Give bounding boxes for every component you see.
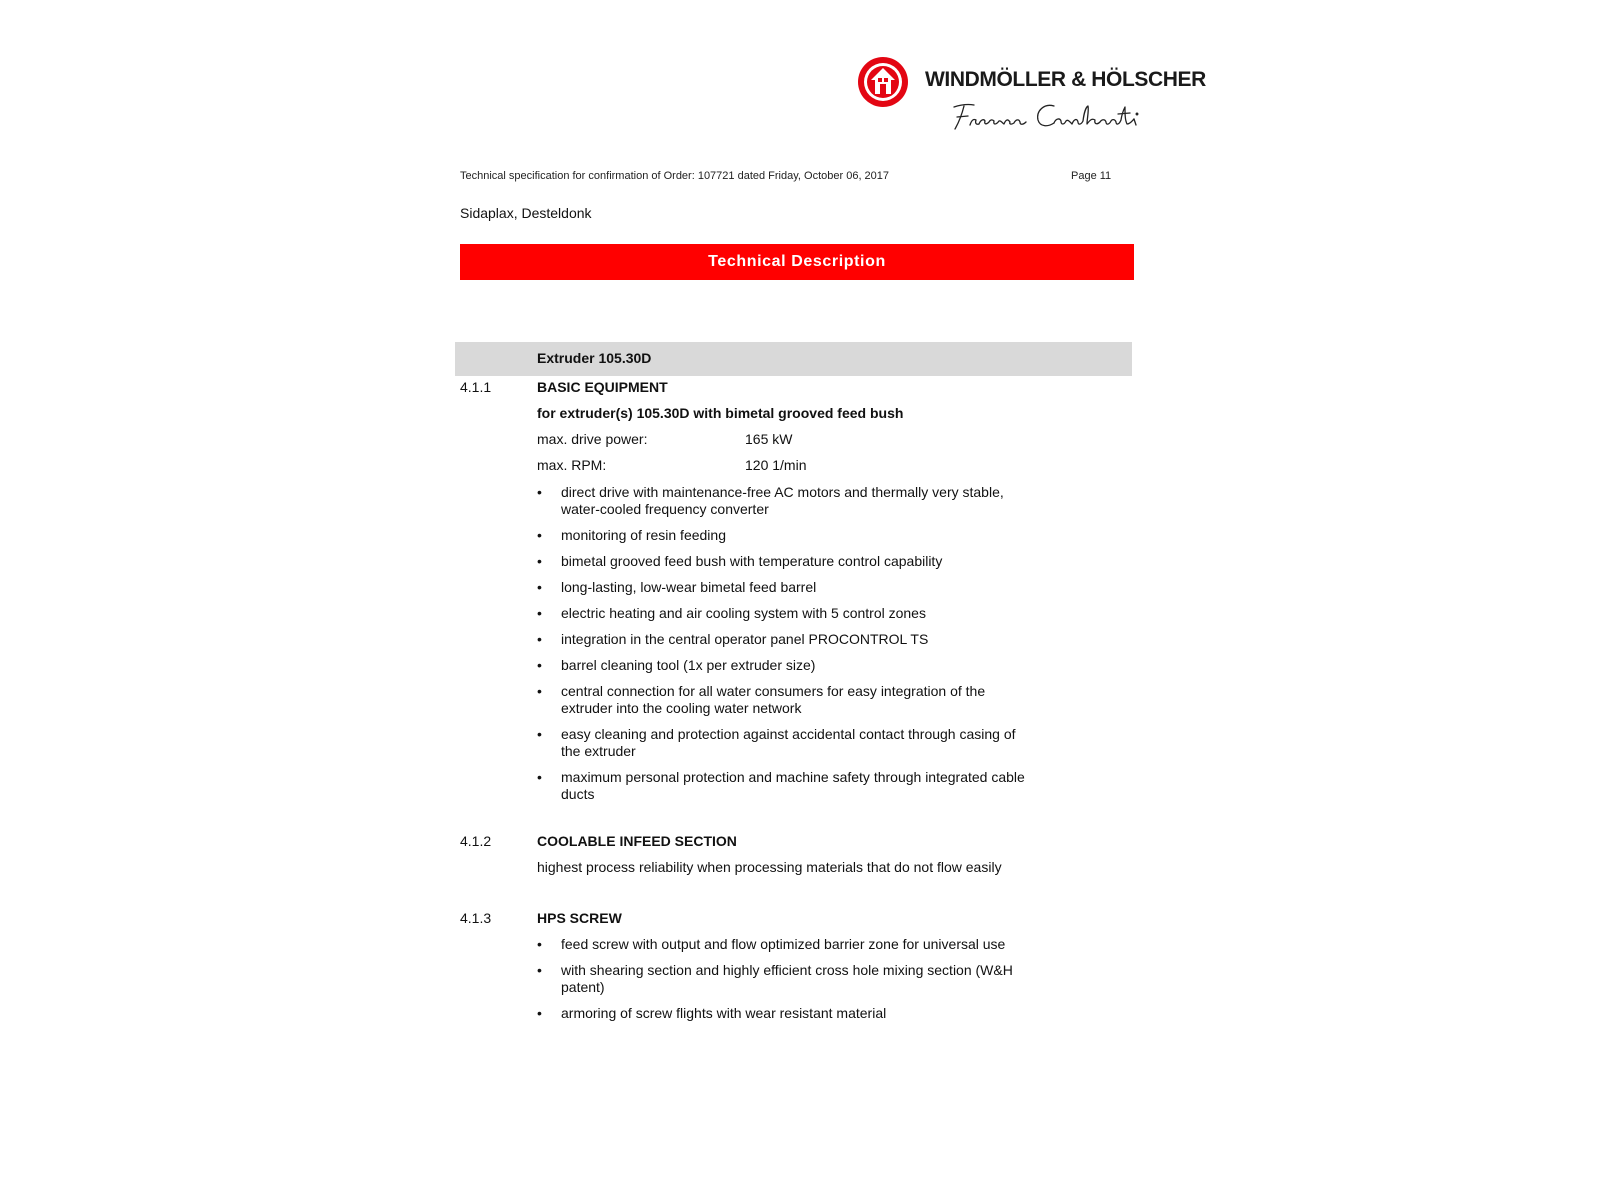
banner-title: Technical Description xyxy=(708,253,886,270)
section-number: 4.1.2 xyxy=(460,833,492,849)
machine-title: Extruder 105.30D xyxy=(537,350,652,366)
spec-value: 165 kW xyxy=(745,431,793,447)
list-item xyxy=(537,936,1037,953)
wh-logo-icon xyxy=(857,56,909,108)
list-item-text: direct drive with maintenance-free AC motors and thermally very stable, water-cooled frequency converter xyxy=(561,484,1004,517)
section-number: 4.1.3 xyxy=(460,910,492,926)
list-item-text: monitoring of resin feeding xyxy=(561,527,726,543)
customer-name: Sidaplax, Desteldonk xyxy=(460,205,592,221)
hps-screw-list xyxy=(537,936,1037,1031)
list-item xyxy=(537,631,1037,648)
list-item-text: bimetal grooved feed bush with temperature control capability xyxy=(561,553,943,569)
section-title: HPS SCREW xyxy=(537,910,622,926)
list-item xyxy=(537,657,1037,674)
spec-value: 120 1/min xyxy=(745,457,807,473)
section-text: highest process reliability when processing materials that do not flow easily xyxy=(537,859,1002,875)
bullet-icon: • xyxy=(537,484,542,500)
bullet-icon: • xyxy=(537,631,542,647)
spec-label: max. RPM: xyxy=(537,457,607,473)
list-item xyxy=(537,579,1037,596)
list-item xyxy=(537,553,1037,570)
list-item xyxy=(537,605,1037,622)
bullet-icon: • xyxy=(537,1005,542,1021)
basic-equipment-list xyxy=(537,484,1037,812)
bullet-icon: • xyxy=(537,553,542,569)
list-item-text: easy cleaning and protection against accidental contact through casing of the extruder xyxy=(561,726,1016,759)
list-item-text: central connection for all water consumers for easy integration of the extruder into the cooling water network xyxy=(561,683,986,716)
spec-label: max. drive power: xyxy=(537,431,648,447)
list-item xyxy=(537,769,1037,803)
list-item xyxy=(537,683,1037,717)
bullet-icon: • xyxy=(537,579,542,595)
section-subtitle: for extruder(s) 105.30D with bimetal grooved feed bush xyxy=(537,405,904,421)
bullet-icon: • xyxy=(537,769,542,785)
bullet-icon: • xyxy=(537,683,542,699)
list-item-text: integration in the central operator panel PROCONTROL TS xyxy=(561,631,929,647)
list-item-text: feed screw with output and flow optimized barrier zone for universal use xyxy=(561,936,1006,952)
list-item xyxy=(537,726,1037,760)
list-item-text: maximum personal protection and machine safety through integrated cable ducts xyxy=(561,769,1025,802)
list-item xyxy=(537,484,1037,518)
section-title: BASIC EQUIPMENT xyxy=(537,379,668,395)
bullet-icon: • xyxy=(537,605,542,621)
brand-name: WINDMÖLLER & HÖLSCHER xyxy=(925,68,1206,91)
machine-header-bar xyxy=(455,342,1132,376)
list-item xyxy=(537,527,1037,544)
section-banner xyxy=(460,244,1134,280)
page-number: Page 11 xyxy=(1071,170,1112,182)
order-spec-line: Technical specification for confirmation of Order: 107721 dated Friday, October 06, 2017 xyxy=(460,170,890,182)
section-number: 4.1.1 xyxy=(460,379,492,395)
list-item-text: electric heating and air cooling system with 5 control zones xyxy=(561,605,926,621)
list-item xyxy=(537,962,1037,996)
bullet-icon: • xyxy=(537,527,542,543)
bullet-icon: • xyxy=(537,657,542,673)
list-item-text: with shearing section and highly efficient cross hole mixing section (W&H patent) xyxy=(561,962,1013,995)
bullet-icon: • xyxy=(537,936,542,952)
bullet-icon: • xyxy=(537,962,542,978)
list-item-text: long-lasting, low-wear bimetal feed barrel xyxy=(561,579,817,595)
bullet-icon: • xyxy=(537,726,542,742)
section-title: COOLABLE INFEED SECTION xyxy=(537,833,737,849)
list-item-text: barrel cleaning tool (1x per extruder size) xyxy=(561,657,816,673)
handwritten-signature xyxy=(944,97,1164,137)
list-item-text: armoring of screw flights with wear resistant material xyxy=(561,1005,887,1021)
list-item xyxy=(537,1005,1037,1022)
